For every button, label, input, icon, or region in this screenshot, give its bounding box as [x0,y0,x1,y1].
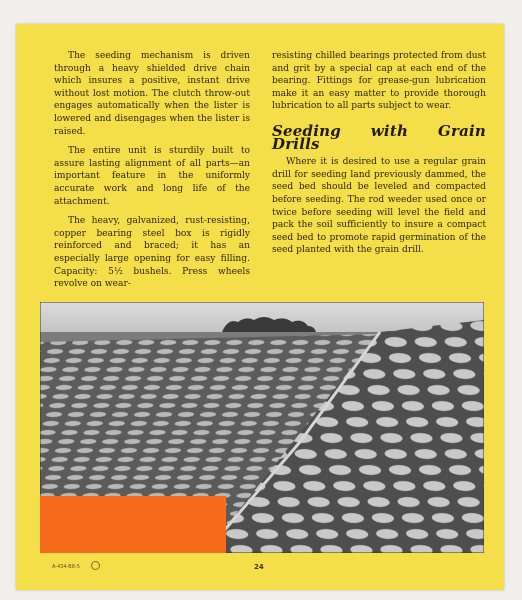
brochure-page [16,24,504,590]
paragraph-bearings: resisting chilled bearings protected from dust and grit by a special cap at each end of the bearing. Fittings for grease-gun lubrication make it an easy matter to provide thorough lubrication to all parts subject to wear. [272,51,486,112]
paragraph-steel-box: The heavy, galvanized, rust-resisting, copper bearing steel box is rigidly reinforced and braced; it has an especially large opening for easy filling. Capacity: 5½ bushels. Press wheels revolve on wear- [54,216,250,290]
section-heading: Seeding with Grain Drills [272,121,486,153]
union-label-icon [91,561,100,570]
paragraph-seeding-mechanism: The seeding mechanism is driven through a heavy shielded drive chain which insures a positive, instant drive without lost motion. The clutch throw-out engages automatically when the lister is lowered and disengages when the lister is raised. [54,51,250,137]
print-code: A-434-B8-5 [52,564,80,570]
paragraph-unit-built: The entire unit is sturdily built to assure lasting alignment of all parts—an important feature in the uniformly accurate work and long life of the attachment. [54,146,250,207]
left-text-column [54,50,250,298]
page-number: 24 [254,563,264,571]
orange-accent-block [40,496,226,553]
right-text-column [272,50,486,264]
paragraph-grain-drills: Where it is desired to use a regular grain drill for seeding land previously dammed, the seed bed should be leveled and compacted before seeding. The rod weeder used once or twice before seeding will level the field and pack the soil sufficiently to insure a compact seed bed to promote rapid germination of the seed planted with the grain drill. [272,157,486,256]
